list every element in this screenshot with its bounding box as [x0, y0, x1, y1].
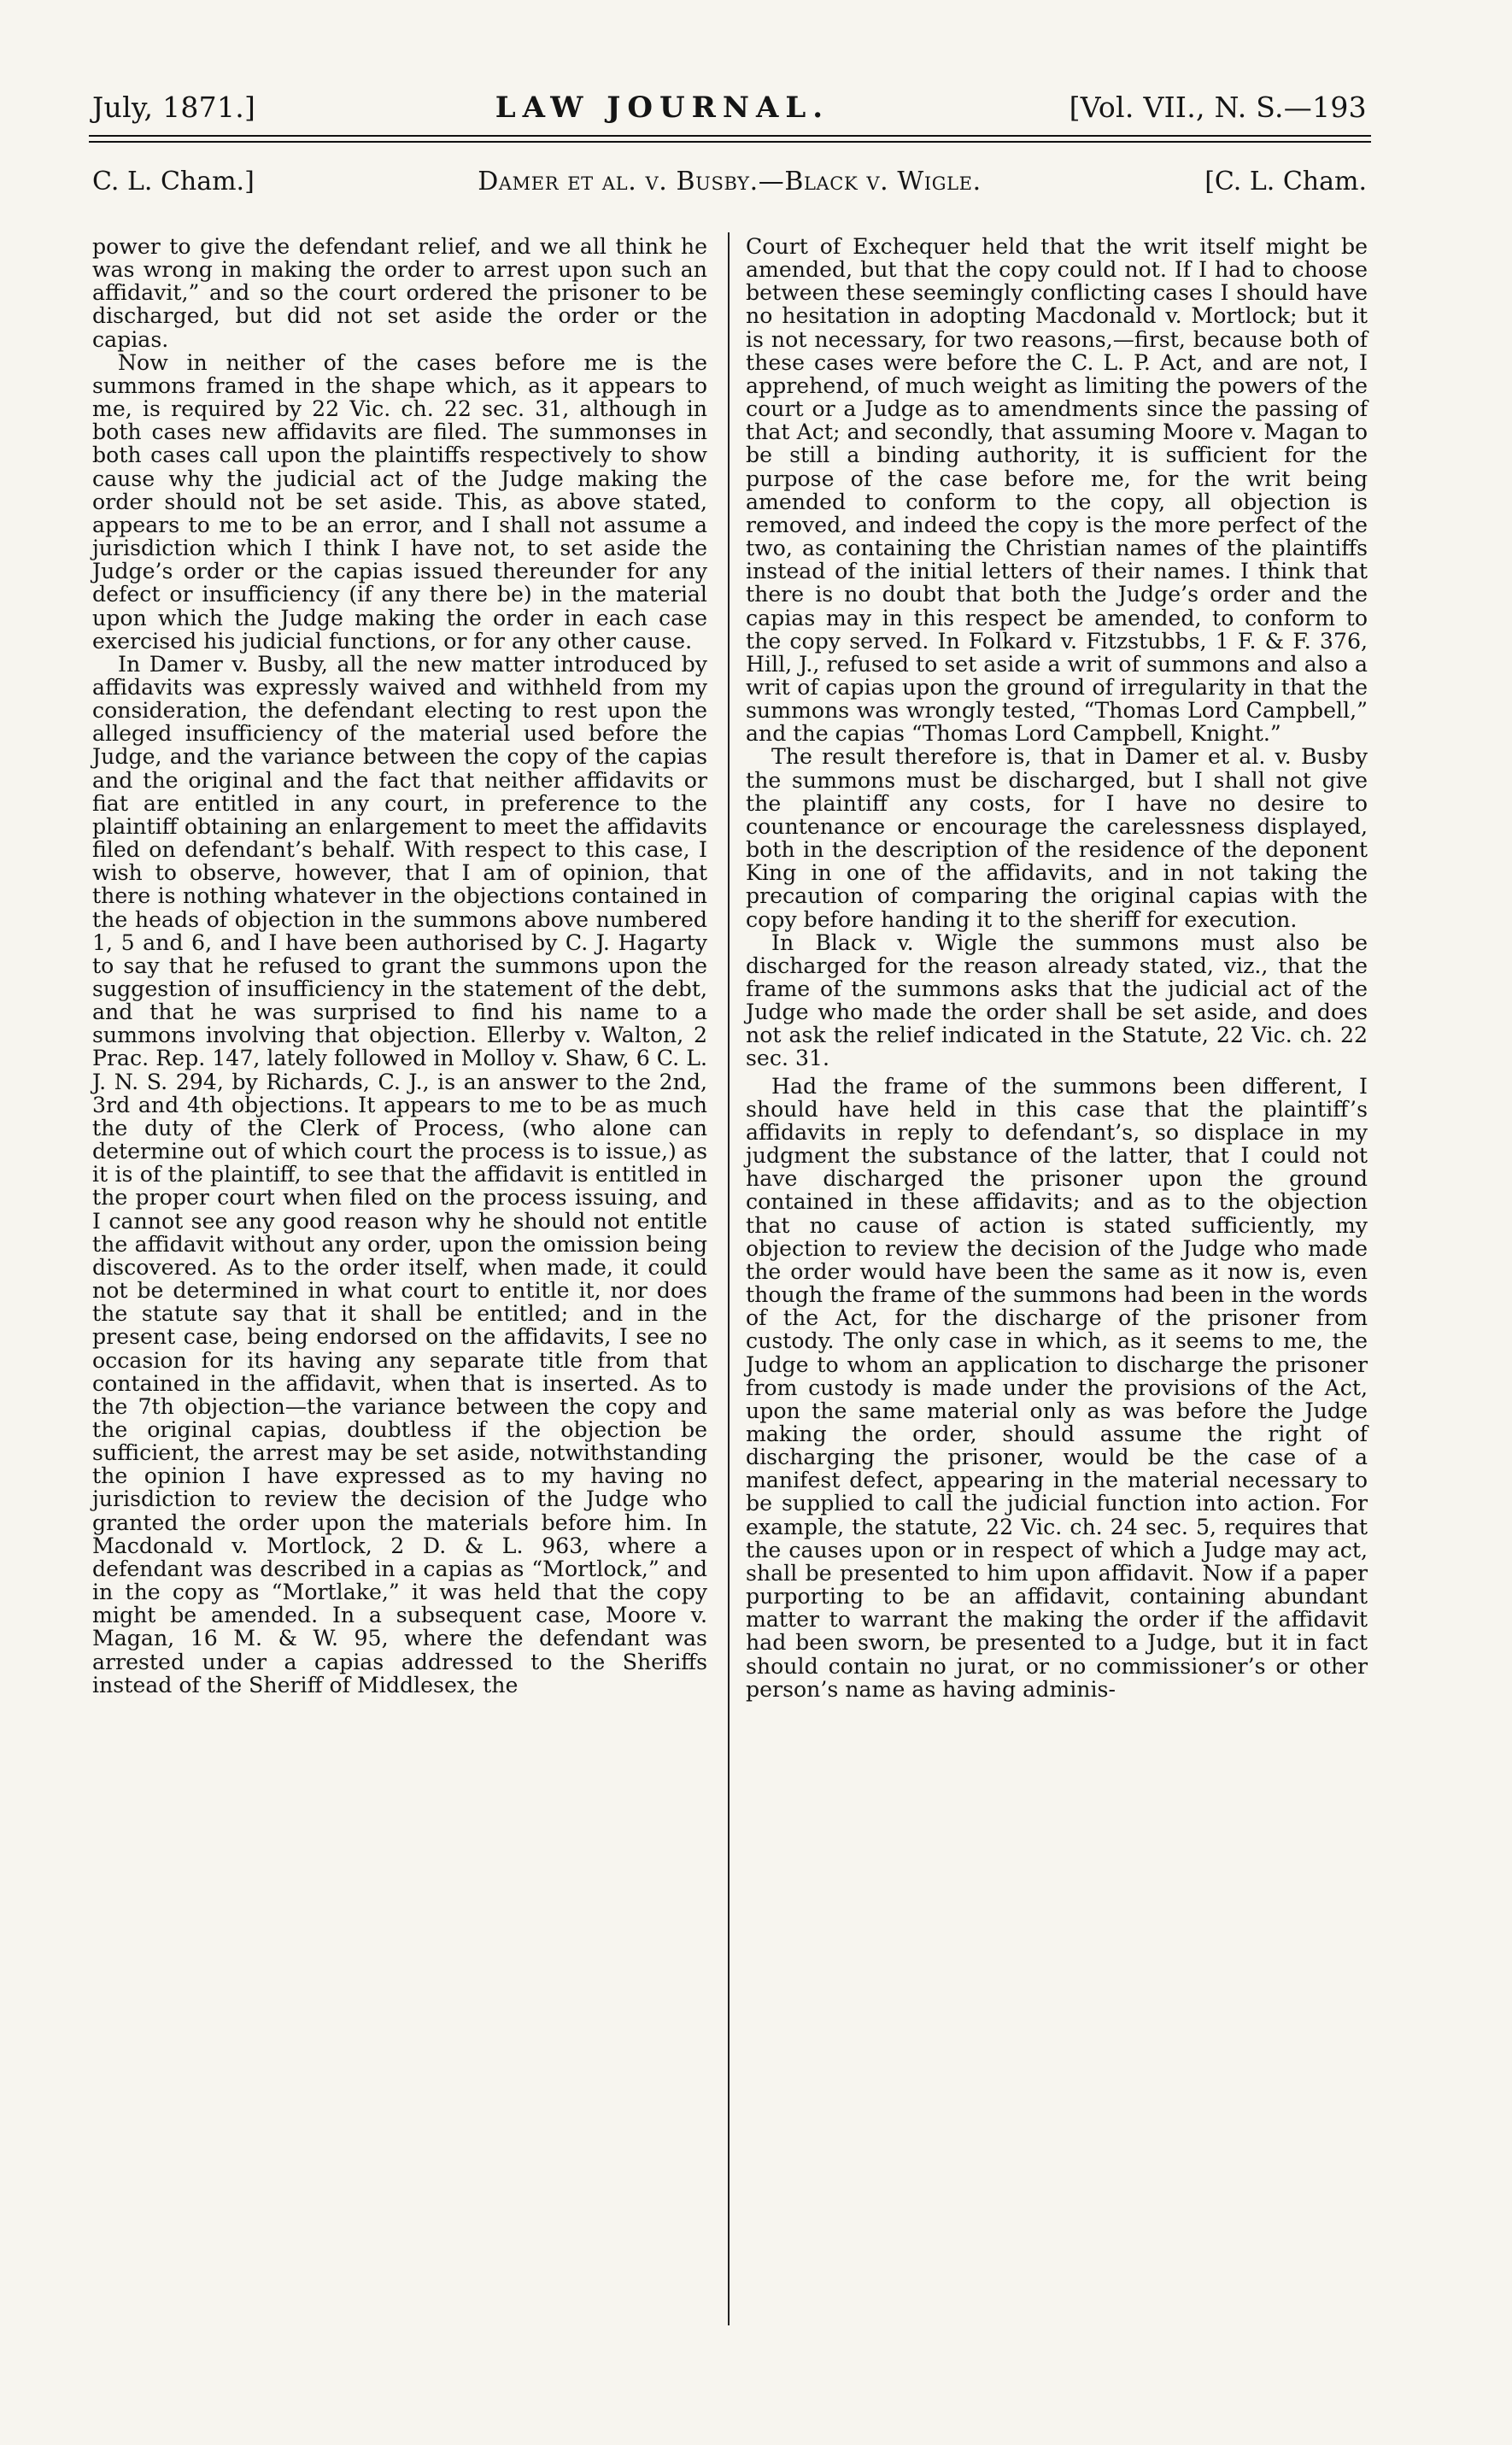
issue-date: July, 1871.] — [92, 91, 256, 124]
left-column — [92, 235, 707, 1697]
column-divider — [728, 232, 730, 2325]
right-court-label: [C. L. Cham. — [1204, 167, 1367, 196]
left-paragraph-3: In Damer v. Busby, all the new matter introduced by affidavits was expressly waived and withheld from my consideration, the defendant electing to rest upon the alleged insufficiency of the material used before the Judge, and the variance between the copy of the capias and the original and the fact that neither affidavits or fiat are entitled in any court, in preference to the plaintiff obtaining an enlargement to meet the affidavits filed on defendant’s behalf. With respect to this case, I wish to observe, however, that I am of opinion, that there is nothing whatever in the objections contained in the heads of objection in the summons above numbered 1, 5 and 6, and I have been authorised by C. J. Hagarty to say that he refused to grant the summons upon the suggestion of insufficiency in the statement of the debt, and that he was surprised to find his name to a summons involving that objection. Ellerby v. Walton, 2 Prac. Rep. 147, lately followed in Molloy v. Shaw, 6 C. L. J. N. S. 294, by Richards, C. J., is an answer to the 2nd, 3rd and 4th objections. It appears to me to be as much the duty of the Clerk of Process, (who alone can determine out of which court the process is to issue,) as it is of the plaintiff, to see that the affidavit is entitled in the proper court when filed on the process issuing, and I cannot see any good reason why he should not entitle the affidavit without any order, upon the omission being discovered. As to the order itself, when made, it could not be determined in what court to entitle it, nor does the statute say that it shall be entitled; and in the present case, being endorsed on the affidavits, I see no occasion for its having any separate title from that contained in the affidavit, when that is inserted. As to the 7th objection—the variance between the copy and the original capias, doubtless if the objection be sufficient, the arrest may be set aside, notwithstanding the opinion I have expressed as to my having no jurisdiction to review the decision of the Judge who granted the order upon the materials before him. In Macdonald v. Mortlock, 2 D. & L. 963, where a defendant was described in a capias as “Mortlock,” and in the copy as “Mortlake,” it was held that the copy might be amended. In a subsequent case, Moore v. Magan, 16 M. & W. 95, where the defendant was arrested under a capias addressed to the Sheriffs instead of the Sheriff of Middlesex, the — [92, 651, 707, 1697]
header-double-rule — [89, 135, 1371, 143]
running-header — [92, 91, 1367, 125]
right-paragraph-4: Had the frame of the summons been different, I should have held in this case that the plaintiff’s affidavits in reply to defendant’s, so displace in my judgment the substance of the latter, that I could not have discharged the prisoner upon the ground contained in these affidavits; and as to the objection that no cause of action is stated sufficiently, my objection to review the decision of the Judge who made the order would have been the same as it now is, even though the frame of the summons had been in the words of the Act, for the discharge of the prisoner from custody. The only case in which, as it seems to me, the Judge to whom an application to discharge the prisoner from custody is made under the provisions of the Act, upon the same material only as was before the Judge making the order, should assume the right of discharging the prisoner, would be the case of a manifest defect, appearing in the material necessary to be supplied to call the judicial function into action. For example, the statute, 22 Vic. ch. 24 sec. 5, requires that the causes upon or in respect of which a Judge may act, shall be presented to him upon affidavit. Now if a paper purporting to be an affidavit, containing abundant matter to warrant the making the order if the affidavit had been sworn, be presented to a Judge, but it in fact should contain no jurat, or no commissioner’s or other person’s name as having adminis- — [746, 1073, 1368, 1702]
right-paragraph-1: Court of Exchequer held that the writ itself might be amended, but that the copy could not. If I had to choose between these seemingly conflicting cases I should have no hesitation in adopting Macdonald v. Mortlock; but it is not necessary, for two reasons,—first, because both of these cases were before the C. L. P. Act, and are not, I apprehend, of much weight as limiting the powers of the court or a Judge as to amendments since the passing of that Act; and secondly, that assuming Moore v. Magan to be still a binding authority, it is sufficient for the purpose of the case before me, for the writ being amended to conform to the copy, all objection is removed, and indeed the copy is the more perfect of the two, as containing the Christian names of the plaintiffs instead of the initial letters of their names. I think that there is no doubt that both the Judge’s order and the capias may in this respect be amended, to conform to the copy served. In Folkard v. Fitzstubbs, 1 F. & F. 376, Hill, J., refused to set aside a writ of summons and also a writ of capias upon the ground of irregularity in that the summons was wrongly tested, “Thomas Lord Campbell,” and the capias “Thomas Lord Campbell, Knight.” — [746, 234, 1368, 747]
right-paragraph-3: In Black v. Wigle the summons must also be discharged for the reason already stated, viz., that the frame of the summons asks that the judicial act of the Judge who made the order shall be set aside, and does not ask the relief indicated in the Statute, 22 Vic. ch. 22 sec. 31. — [746, 929, 1368, 1071]
left-court-label: C. L. Cham.] — [92, 167, 255, 196]
case-header — [92, 167, 1367, 196]
journal-title: LAW JOURNAL. — [495, 91, 830, 125]
right-column — [746, 235, 1368, 1701]
left-paragraph-1: power to give the defendant relief, and we all think he was wrong in making the order to arrest upon such an affidavit,” and so the court ordered the prisoner to be discharged, but did not set aside the order or the capias. — [92, 234, 707, 352]
case-title: Damer et al. v. Busby.—Black v. Wigle. — [478, 167, 982, 196]
left-paragraph-2: Now in neither of the cases before me is the summons framed in the shape which, as it appears to me, is required by 22 Vic. ch. 22 sec. 31, although in both cases new affidavits are filed. The summonses in both cases call upon the plaintiffs respectively to show cause why the judicial act of the Judge making the order should not be set aside. This, as above stated, appears to me to be an error, and I shall not assume a jurisdiction which I think I have not, to set aside the Judge’s order or the capias issued thereunder for any defect or insufficiency (if any there be) in the material upon which the Judge making the order in each case exercised his judicial functions, or for any other cause. — [92, 349, 707, 654]
volume-and-page: [Vol. VII., N. S.—193 — [1069, 91, 1367, 124]
right-paragraph-2: The result therefore is, that in Damer et al. v. Busby the summons must be discharged, but I shall not give the plaintiff any costs, for I have no desire to countenance or encourage the carelessness displayed, both in the description of the residence of the deponent King in one of the affidavits, and in not taking the precaution of comparing the original capias with the copy before handing it to the sheriff for execution. — [746, 744, 1368, 932]
